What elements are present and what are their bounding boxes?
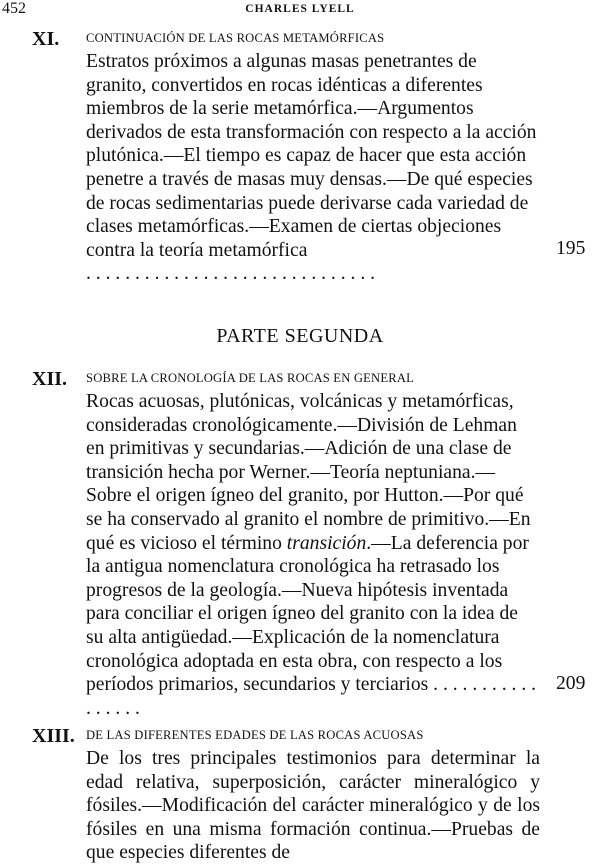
dot-leader: . . . . . . . . . . . . . . . . . . . . . . . . . . . . . . bbox=[86, 263, 376, 285]
dot-leader: . . . . . . . . . . . . . . . . . bbox=[86, 674, 537, 719]
summary-text-continued: .—La deferencia por la antigua nomenclatura cronológica ha retrasado los progresos de la geología.—Nueva hipótesis inventada para conciliar el origen ígneo del granito con la idea de su alta antigüedad.—Explicación de la nomenclatura cronológica adoptada en esta obra, con respecto a los períodos primarios, secundarios y terciarios bbox=[86, 532, 529, 696]
chapter-summary bbox=[86, 50, 540, 286]
chapter-number: XIII. bbox=[32, 725, 75, 747]
page-reference: 195 bbox=[556, 238, 586, 259]
page-number: 452 bbox=[2, 0, 26, 17]
chapter-heading: SOBRE LA CRONOLOGÍA DE LAS ROCAS EN GENERAL bbox=[86, 371, 415, 385]
chapter-number: XII. bbox=[32, 368, 68, 390]
toc-entry-xiii bbox=[0, 725, 600, 864]
summary-text: Estratos próximos a algunas masas penetrantes de granito, convertidos en rocas idénticas a diferentes miembros de la serie metamórfica.—Argumentos derivados de esta transformación con respecto a la acción plutónica.—El tiempo es capaz de hacer que esta acción penetre a través de masas muy densas.—De qué especies de rocas sedimentarias puede derivarse cada variedad de clases metamórficas.—Examen de ciertas objeciones contra la teoría metamórfica bbox=[86, 51, 537, 261]
summary-text: De los tres principales testimonios para determinar la edad relativa, superposición, carácter mineralógico y fósiles.—Modificación del carácter mineralógico y de los fósiles en una misma formación continua.—Pruebas de que especies diferentes de bbox=[86, 748, 540, 864]
part-title: PARTE SEGUNDA bbox=[216, 325, 384, 347]
italic-term: transición bbox=[286, 532, 367, 554]
chapter-summary bbox=[86, 390, 540, 720]
chapter-heading: DE LAS DIFERENTES EDADES DE LAS ROCAS ACUOSAS bbox=[86, 728, 424, 742]
running-header bbox=[0, 0, 600, 22]
chapter-number: XI. bbox=[32, 28, 60, 50]
toc-entry-xi bbox=[0, 28, 600, 285]
chapter-heading: CONTINUACIÓN DE LAS ROCAS METAMÓRFICAS bbox=[86, 31, 385, 45]
summary-text: Rocas acuosas, plutónicas, volcánicas y metamórficas, consideradas cronológicamente.—División de Lehman en primitivas y secundarias.—Adición de una clase de transición hecha por Werner.—Teoría neptuniana.—Sobre el origen ígneo del granito, por Hutton.—Por qué se ha conservado al granito el nombre de primitivo.—En qué es vicioso el término bbox=[86, 391, 531, 554]
toc-entry-xii bbox=[0, 368, 600, 719]
running-head-title: CHARLES LYELL bbox=[245, 3, 355, 15]
chapter-summary bbox=[86, 747, 540, 865]
page-reference: 209 bbox=[556, 673, 586, 694]
